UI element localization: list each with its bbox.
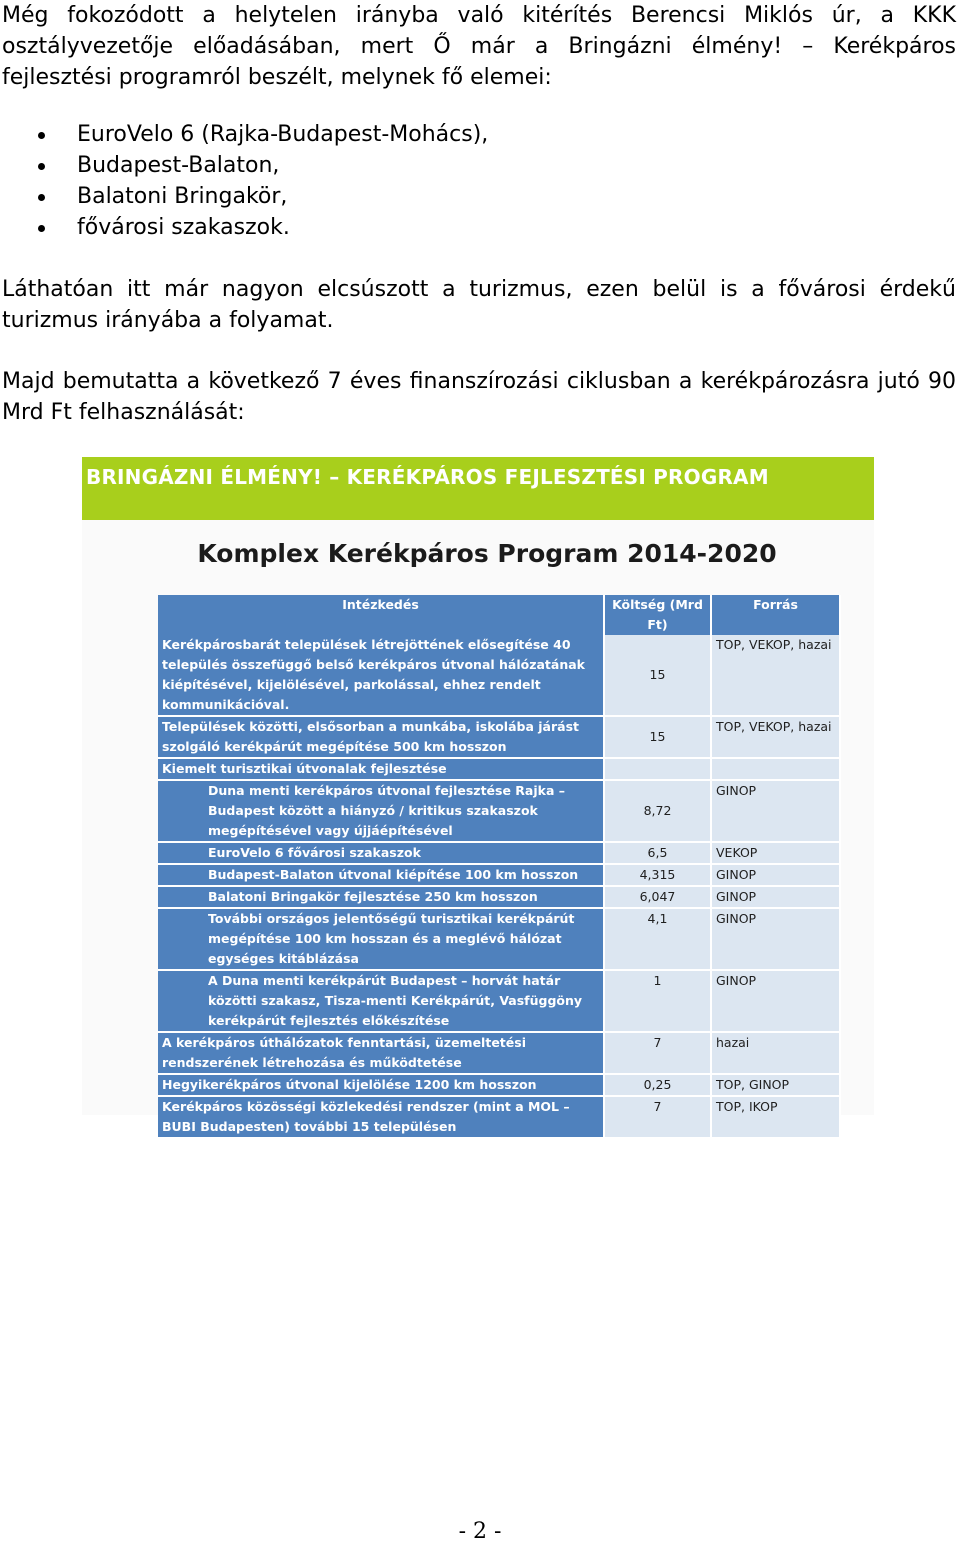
list-item: Budapest-Balaton, [0,150,488,181]
program-table [158,595,841,1139]
row-cost: 4,1 [604,908,711,970]
row-source [711,758,840,780]
row-cost: 7 [604,1032,711,1074]
list-item: EuroVelo 6 (Rajka-Budapest-Mohács), [0,119,488,150]
tourism-line-1: Láthatóan itt már nagyon elcsúszott a turizmus, ezen belül is a fővárosi érdekű [2,277,956,302]
slide-title: Komplex Kerékpáros Program 2014-2020 [197,539,777,568]
table-row [158,758,840,780]
row-action: EuroVelo 6 fővárosi szakaszok [158,842,604,864]
list-item: fővárosi szakaszok. [0,212,488,243]
program-elements-list [0,119,488,243]
table-header-row [158,595,840,635]
table-row [158,886,840,908]
row-action: Kerékpárosbarát települések létrejöttének elősegítése 40 település összefüggő belső kerékpáros útvonal hálózatának kiépítésével, kijelölésével, parkolással, ehhez rendelt kommunikációval. [158,635,604,716]
table-row [158,970,840,1032]
row-cost: 7 [604,1096,711,1138]
row-action: Kerékpáros közösségi közlekedési rendszer (mint a MOL – BUBI Budapesten) további 15 településen [158,1096,604,1138]
row-cost: 1 [604,970,711,1032]
row-source: TOP, VEKOP, hazai [711,635,840,716]
row-action: Hegyikerékpáros útvonal kijelölése 1200 km hosszon [158,1074,604,1096]
row-action: Duna menti kerékpáros útvonal fejlesztése Rajka – Budapest között a hiányzó / kritikus szakaszok megépítésével vagy újjáépítésével [158,780,604,842]
table-row [158,842,840,864]
table-row [158,716,840,758]
row-source: GINOP [711,780,840,842]
intro-line-1: Még fokozódott a helytelen irányba való kitérítés Berencsi Miklós úr, a KKK [2,3,956,28]
intro-paragraph [2,0,956,93]
table-row [158,635,840,716]
row-source: TOP, IKOP [711,1096,840,1138]
intro-line-3: fejlesztési programról beszélt, melynek fő elemei: [2,65,552,90]
header-source: Forrás [711,595,840,635]
row-source: GINOP [711,864,840,886]
row-cost [604,758,711,780]
row-action: Balatoni Bringakör fejlesztése 250 km hosszon [158,886,604,908]
row-action: A kerékpáros úthálózatok fenntartási, üzemeltetési rendszerének létrehozása és működtetése [158,1032,604,1074]
row-cost: 15 [604,635,711,716]
slide-header-bar [82,457,874,520]
row-action: A Duna menti kerékpárút Budapest – horvát határ közötti szakasz, Tisza-menti Kerékpárút, Vasfüggöny kerékpárút fejlesztés előkészítése [158,970,604,1032]
table-row [158,864,840,886]
row-cost: 0,25 [604,1074,711,1096]
table-row [158,1074,840,1096]
row-source: GINOP [711,970,840,1032]
funding-line-1: Majd bemutatta a következő 7 éves finanszírozási ciklusban a kerékpározásra jutó 90 [2,369,956,394]
row-action: Budapest-Balaton útvonal kiépítése 100 km hosszon [158,864,604,886]
row-source: TOP, VEKOP, hazai [711,716,840,758]
row-action: Kiemelt turisztikai útvonalak fejlesztése [158,758,604,780]
intro-line-2: osztályvezetője előadásában, mert Ő már a Bringázni élmény! – Kerékpáros [2,34,956,59]
header-action: Intézkedés [158,595,604,635]
row-action: További országos jelentőségű turisztikai kerékpárút megépítése 100 km hosszan és a meglévő hálózat egységes kitáblázása [158,908,604,970]
row-source: hazai [711,1032,840,1074]
row-source: VEKOP [711,842,840,864]
row-cost: 6,047 [604,886,711,908]
row-source: GINOP [711,886,840,908]
list-item: Balatoni Bringakör, [0,181,488,212]
program-slide-image [82,457,874,1134]
table-row [158,780,840,842]
table-row [158,1032,840,1074]
row-source: GINOP [711,908,840,970]
row-cost: 6,5 [604,842,711,864]
funding-line-2: Mrd Ft felhasználását: [2,400,245,425]
row-cost: 15 [604,716,711,758]
table-row [158,908,840,970]
row-source: TOP, GINOP [711,1074,840,1096]
header-cost: Költség (Mrd Ft) [604,595,711,635]
tourism-line-2: turizmus irányába a folyamat. [2,308,334,333]
funding-paragraph [2,366,956,428]
row-action: Települések közötti, elsősorban a munkába, iskolába járást szolgáló kerékpárút megépítése 500 km hosszon [158,716,604,758]
tourism-paragraph [2,274,956,336]
row-cost: 4,315 [604,864,711,886]
page-number: - 2 - [458,1519,502,1544]
table-row [158,1096,840,1138]
row-cost: 8,72 [604,780,711,842]
slide-header-text: BRINGÁZNI ÉLMÉNY! – KERÉKPÁROS FEJLESZTÉSI PROGRAM [86,465,769,489]
